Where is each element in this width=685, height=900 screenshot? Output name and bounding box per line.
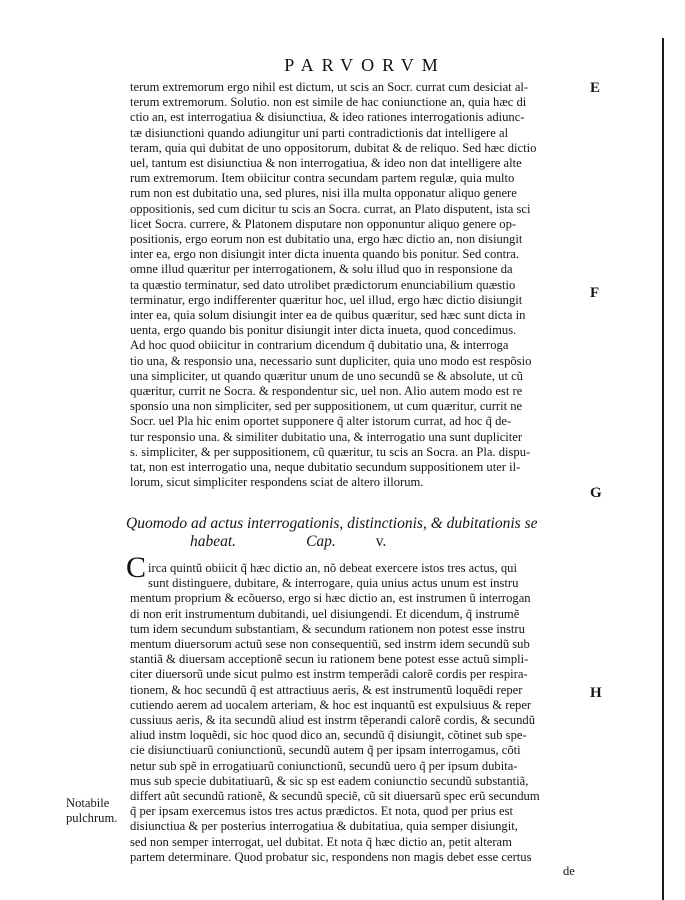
text-line: di non erit instrumentum dubitandi, uel disiungendi. Et dicendum, q̃ instrumẽ [130,606,520,621]
text-line: positionis, ergo eorum non est dubitatio una, ergo hæc dictio an, non disiungit [130,232,523,247]
text-line: sponsio una non simpliciter, sed per suppositionem, ut cum quæritur, currit ne [130,399,523,414]
text-line: tæ disiunctioni quando adiungitur uni parti contradictionis dat intelligere al [130,125,509,140]
body-text-upper [130,80,586,490]
text-line: uel, tantum est disiunctiua & non interrogatiua, & ideo non dat intelligere alte [130,156,522,171]
text-line: q̃ per ipsam exercemus istos tres actus prædictos. Et nota, quod per prius est [130,804,513,819]
text-line: cie disiunctiuarũ coniunctionũ, secundũ autem q̃ per ipsam interrogamus, cõti [130,743,521,758]
text-line: partem determinare. Quod probatur sic, respondens non magis debet esse certus [130,849,532,864]
text-line: licet Socra. currere, & Platonem disputare non opponuntur aliquo genere op- [130,216,517,231]
text-line: tionem, & hoc secundũ q̃ est attractiuus aeris, & est instrumentũ loquẽdi reper [130,682,523,697]
text-line: terum extremorum ergo nihil est dictum, ut scis an Socr. currat cum desiciat al- [130,80,529,94]
text-line: disiunctiua & per posterius interrogatiua & dubitatiua, quia semper disiungit, [130,819,518,834]
page-edge-rule [662,38,664,900]
text-line: uenta, ergo quando bis ponitur disiungit inter dicta inueta, quod concedimus. [130,323,517,338]
chapter-label: Cap. [306,533,336,550]
text-line: oppositionis, sed cum dicitur tu scis an Socra. currat, an Plato disputent, ista sci [130,201,531,216]
text-line: tio una, & responsio una, necessario sunt dupliciter, quia uno modo est respõsio [130,353,532,368]
text-line: omne illud quæritur per interrogationem, & solu illud quo in responsione da [130,262,513,277]
text-line: Socr. uel Pla hic enim oportet supponere q̃ alter istorum currat, ad hoc q̃ de- [130,414,512,429]
chapter-heading-line1: Quomodo ad actus interrogationis, distinctionis, & dubitationis se [126,515,538,532]
text-line: Ad hoc quod obiicitur in contrarium dicendum q̃ dubitatio una, & interroga [130,338,509,353]
text-line: irca quintũ obiicit q̃ hæc dictio an, nõ debeat exercere istos tres actus, qui [148,561,517,575]
text-line: s. simpliciter, & per suppositionem, cũ quæritur, tu scis an Socra. an Pla. dispu- [130,444,531,459]
chapter-heading [126,515,596,551]
text-line: tat, non est interrogatio una, neque dubitatio secundum suppositionem uter il- [130,460,521,475]
text-line: sed non semper interrogat, uel dubitat. Et nota q̃ hæc dictio an, petit alteram [130,834,512,849]
text-line: inter ea, quia solum disiungit inter ea de quibus quæritur, sed hæc sunt dicta in [130,308,526,323]
margin-letter-h: H [590,685,602,701]
text-line: differt aũt secundũ rationẽ, & secundũ speciẽ, cũ sit diuersarũ spec erũ secundum [130,789,540,804]
margin-letter-e: E [590,80,601,96]
text-line: mus sub specie dubitatiuarũ, & sic sp est eadem coniunctio secundũ substantiã, [130,773,529,788]
text-line: cussiuus aeris, & ita secundũ aliud est instrm tẽperandi calorẽ cordis, & secundũ [130,713,535,728]
chapter-number: v. [375,533,387,550]
text-line: citer diuersorũ unde sicut pulmo est instrm temperãdi calorẽ cordis per respira- [130,667,528,682]
text-line: terum extremorum. Solutio. non est simile de hac coniunctione an, quia hæc di [130,95,527,110]
text-line: tur responsio una. & similiter dubitatio una, & interrogatio una sunt dupliciter [130,429,523,444]
text-line: una simpliciter, ut quando quæritur unum de uno secundũ se & absolute, ut cũ [130,368,523,383]
text-line: stantiã & diuersam acceptionẽ secun iu rationem bene potest esse actuũ simpli- [130,652,529,667]
marginal-note [66,796,130,826]
text-line: teram, quia qui dubitat de uno oppositorum, dubitat & de reliquo. Sed hæc dictio [130,140,537,155]
marginal-note-line1: Notabile [66,796,110,810]
text-line: mentum diuersorum actuũ sese non consequentiũ, sed instrm idem secundũ sub [130,637,530,652]
text-line: quæritur, currit ne Socra. & respondentur sic, uel non. Alio autem modo est re [130,384,523,399]
chapter-heading-line2 [190,533,596,551]
marginal-note-line2: pulchrum. [66,811,118,826]
text-line: inter ea, ergo non disiungit inter dicta inuenta quando bis ponitur. Sed contra. [130,247,520,262]
margin-letter-f: F [590,285,600,301]
text-line: rum extremorum. Item obiicitur contra secundam partem regulæ, quia multo [130,171,515,186]
text-line: mentum proprium & ecõuerso, ergo si hæc dictio an, est instrumen ũ interrogan [130,591,531,606]
text-line: ctio an, est interrogatiua & disiunctiua, & ideo rationes interrogationis adiunc- [130,110,525,125]
text-line: sunt distinguere, dubitare, & interrogare, quia unius actus unum est instru [148,576,519,591]
running-head: PARVORVM [284,55,446,75]
text-line: netur sub spẽ in errogatiuarũ coniunctionũ, secundũ uero q̃ per ipsum dubita- [130,758,518,773]
text-line: rum non est dubitatio una, sed plures, nisi illa multa opponatur aliquo genere [130,186,517,201]
text-line: tum idem secundum substantiam, & secundum rationem non potest esse instru [130,621,525,636]
text-line: aliud instm loquẽdi, sic hoc quod dico an, secundũ q̃ disiungit, cõtinet sub spe- [130,728,527,743]
catchword: de [563,864,575,878]
chapter-heading-end: habeat. [190,533,237,550]
drop-capital: C [126,551,147,584]
text-line: lorum, sicut simpliciter respondens sciat de altero illorum. [130,475,424,490]
text-line: ta quæstio terminatur, sed dato utrolibet prædictorum enunciabilium quæstio [130,277,516,292]
text-line: terminatur, ergo indifferenter quæritur hoc, uel illud, ergo hæc dictio disiungit [130,292,523,307]
body-text-lower [130,561,586,865]
margin-letter-g: G [590,485,602,501]
text-line: cutiendo aerem ad uocalem arteriam, & hoc est inquantũ est expulsiuus & reper [130,697,532,712]
